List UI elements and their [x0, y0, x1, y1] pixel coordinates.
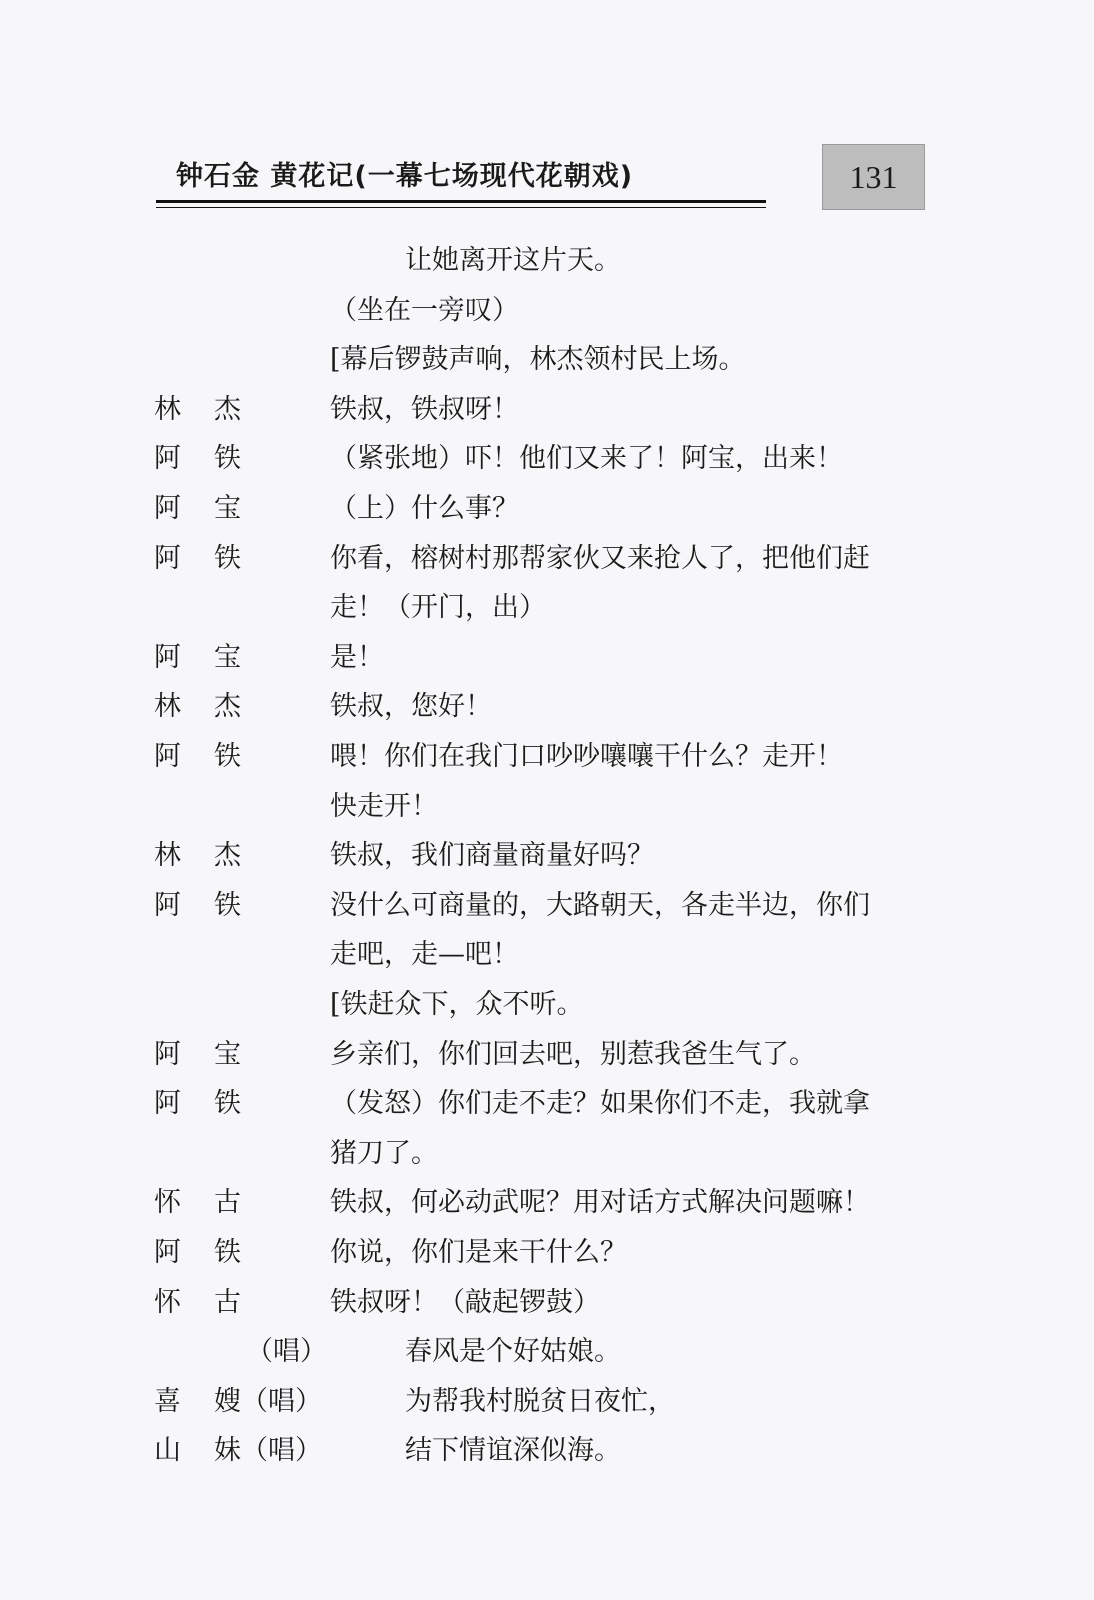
dialog-line: 走！（开门，出） — [330, 592, 546, 624]
speaker-char: 阿 — [154, 443, 181, 475]
speaker-char: 阿 — [154, 542, 181, 574]
song-line: 让她离开这片天。 — [405, 245, 621, 276]
dialog-line: 铁叔，我们商量商量好吗？ — [330, 840, 654, 872]
dialog-line: 你说，你们是来干什么？ — [330, 1237, 627, 1268]
speaker-char: 阿 — [154, 1088, 181, 1120]
speaker-char: 古 — [214, 1286, 241, 1318]
speaker-char: 喜 — [154, 1385, 181, 1417]
speaker-char: 铁 — [214, 542, 241, 574]
speaker-char: 古 — [214, 1187, 241, 1219]
dialog-line: 铁叔，您好！ — [330, 691, 492, 723]
speaker-note: 妹（唱） — [214, 1435, 322, 1467]
speaker-char: 铁 — [214, 889, 241, 921]
page-number: 131 — [822, 144, 925, 210]
speaker-char: 宝 — [214, 493, 241, 524]
song-line: 结下情谊深似海。 — [405, 1435, 621, 1467]
speaker-char: 阿 — [154, 1237, 181, 1268]
speaker-char: 宝 — [214, 641, 241, 673]
speaker-note: 嫂（唱） — [214, 1385, 322, 1417]
speaker-char: 杰 — [214, 393, 241, 425]
speaker-char: 阿 — [154, 741, 181, 772]
speaker-char: 林 — [154, 840, 181, 872]
dialog-line: （紧张地）吓！他们又来了！阿宝，出来！ — [330, 443, 843, 475]
dialog-line: 铁叔，铁叔呀！ — [330, 393, 519, 425]
speaker-char: 铁 — [214, 443, 241, 475]
dialog-line: 你看，榕树村那帮家伙又来抢人了，把他们赶 — [330, 542, 870, 574]
speaker-char: 阿 — [154, 889, 181, 921]
speaker-char: 阿 — [154, 1038, 181, 1070]
speaker-char: 铁 — [214, 1088, 241, 1120]
speaker-char: 山 — [154, 1435, 181, 1467]
dialog-line: （坐在一旁叹） — [330, 294, 519, 326]
speaker-char: 林 — [154, 691, 181, 723]
speaker-char: 铁 — [214, 1237, 241, 1268]
dialog-line: （发怒）你们走不走？如果你们不走，我就拿 — [330, 1088, 870, 1120]
dialog-line: [铁赶众下，众不听。 — [330, 989, 584, 1020]
dialog-line: 铁叔呀！（敲起锣鼓） — [330, 1286, 600, 1318]
header-rule-thick — [156, 200, 766, 203]
speaker-char: 杰 — [214, 840, 241, 872]
speaker-note: （唱） — [246, 1336, 327, 1368]
speaker-char: 林 — [154, 393, 181, 425]
song-line: 春风是个好姑娘。 — [405, 1336, 621, 1368]
dialog-line: 乡亲们，你们回去吧，别惹我爸生气了。 — [330, 1038, 816, 1070]
speaker-char: 怀 — [154, 1286, 181, 1318]
dialog-line: 喂！你们在我门口吵吵嚷嚷干什么？走开！ — [330, 741, 843, 772]
dialog-line: 快走开！ — [330, 790, 438, 822]
dialog-line: [幕后锣鼓声响，林杰领村民上场。 — [330, 344, 746, 376]
speaker-char: 铁 — [214, 741, 241, 772]
speaker-char: 宝 — [214, 1038, 241, 1070]
dialog-line: 走吧，走—吧！ — [330, 939, 519, 971]
speaker-char: 阿 — [154, 493, 181, 524]
dialog-line: 没什么可商量的，大路朝天，各走半边，你们 — [330, 889, 870, 921]
header-title: 钟石金 黄花记(一幕七场现代花朝戏) — [176, 161, 634, 192]
dialog-line: 猪刀了。 — [330, 1137, 438, 1169]
dialog-line: （上）什么事？ — [330, 493, 519, 524]
speaker-char: 杰 — [214, 691, 241, 723]
header-rule-thin — [156, 207, 766, 208]
dialog-line: 是！ — [330, 641, 384, 673]
speaker-char: 怀 — [154, 1187, 181, 1219]
dialog-line: 铁叔，何必动武呢？用对话方式解决问题嘛！ — [330, 1187, 870, 1219]
speaker-char: 阿 — [154, 641, 181, 673]
running-header — [156, 150, 766, 212]
song-line: 为帮我村脱贫日夜忙， — [405, 1385, 675, 1417]
